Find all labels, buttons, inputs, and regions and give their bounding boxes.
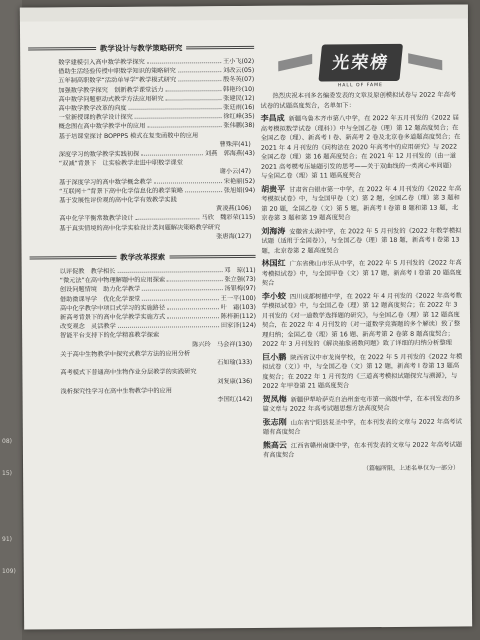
- wing-right-icon: [408, 53, 442, 70]
- toc-list-1c: [29, 177, 255, 206]
- toc-entry-title: 高中化学平衡常数教学设计: [59, 215, 134, 223]
- wing-left-icon: [278, 54, 312, 71]
- toc-list-1b: [29, 149, 255, 169]
- toc-author: 黄凌燕(106): [216, 205, 252, 213]
- toc-entry-title: 借助生活经验传授中职数学知识的策略研究: [58, 67, 176, 76]
- toc-entry-author: 殷冬英(07): [223, 76, 255, 84]
- hall-of-fame-title: [318, 43, 403, 81]
- toc-entry-author: 邓 琼(11): [224, 266, 256, 275]
- toc-entry-title: 基于真实情境的高中化学实验设计类问题解决策略教学研究: [59, 223, 221, 232]
- intro-paragraph: 热烈庆祝本刊多名编委发表的文章及原创模拟试卷与 2022 年高考试卷的试题高度契合，名单如下：: [260, 91, 457, 110]
- hof-title-text: 光荣榜: [330, 52, 390, 73]
- toc-list-2a: [30, 266, 257, 341]
- toc-author: 陈兴玲 马会祥(130): [192, 340, 253, 349]
- section-heading-reform: [30, 251, 256, 264]
- heading-rule: [28, 47, 96, 50]
- honoree-description: 甘肃省白银市第一中学，在 2022 年 4 月刊发的《2022 年高考模拟试卷》中，与全国甲卷（文）第 2 题，全国乙卷（理）第 3 题和第 20 题，全国乙卷（文）第 5 题，新高考 I 卷第 8 题和第 13 题，北京卷第 3 题和第 19 题高度契合: [261, 184, 462, 222]
- toc-leader-dots: [154, 182, 222, 183]
- toc-entry-title: 基于培课堂探讨 BOPPPS 模式在复变函数中的应用: [58, 131, 199, 140]
- margin-number: 109): [2, 568, 16, 575]
- toc-entry-title: 数学建模引入高中数学教学探究: [58, 58, 145, 67]
- toc-leader-dots: [178, 71, 221, 72]
- honoree-name: 刘海涛: [261, 226, 286, 236]
- hall-of-fame-banner: [260, 34, 460, 89]
- toc-entry-author: 田家泽(124): [220, 322, 257, 330]
- toc-leader-dots: [136, 219, 200, 220]
- toc-leader-dots: [167, 317, 219, 318]
- honoree-description: 新疆伊犁哈萨克自治州奎屯市第一高级中学，在本刊发表的多篇文章与 2022 年高考试题思想方法高度契合: [262, 395, 461, 413]
- section-heading-teaching-design: [28, 42, 254, 55]
- toc-entry-title: 概念图在高中数学教学中的应用: [58, 123, 146, 131]
- toc-leader-dots: [117, 271, 222, 273]
- honoree-name: 熊高云: [262, 440, 287, 450]
- section-title: 教学改革探索: [120, 252, 166, 262]
- honoree-name: 李昌成: [260, 113, 285, 123]
- toc-entry-title: 关于高中生物教学中探究式教学方法的应用分析: [60, 350, 191, 359]
- toc-entry-title: 高中数学问题驱动式教学方法应用研究: [58, 95, 164, 104]
- toc-entry-title: 高考模式下普通高中生物作业分层教学的实践研究: [60, 368, 197, 377]
- toc-entry-author: 张伟鹏(38): [223, 122, 255, 130]
- toc-entry-title: “微元法”在高中物理解题中的应用探索: [59, 276, 166, 285]
- toc-leader-dots: [178, 81, 221, 82]
- table-of-contents: [28, 36, 258, 624]
- honoree-list: [261, 112, 463, 460]
- honoree-entry: [261, 183, 461, 223]
- toc-entry-title: “双减”背景下 让实验教学走进中职数学课堂: [58, 159, 183, 168]
- toc-leader-dots: [167, 280, 222, 281]
- toc-entry-author: 韩艳玲(10): [223, 85, 255, 93]
- toc-leader-dots: [129, 108, 222, 110]
- toc-author: 谢小云(47): [219, 168, 252, 176]
- toc-entry-author: 张旭娟(94): [223, 186, 256, 194]
- toc-entry-title: 以评促教 教学相长: [59, 267, 116, 276]
- binding-shadow: [0, 0, 22, 640]
- heading-rule: [169, 255, 256, 259]
- toc-entry-author: 刘燕 郭海燕(43): [205, 149, 255, 158]
- toc-entry-author: 张廷雨(16): [223, 103, 255, 112]
- honoree-description: 陕西省汉中市龙岗学校，在 2022 年 5 月刊发的《2022 年模拟试卷（文）》中，与全国乙卷（文）第 12 题，新高考 I 卷第 13 题高度契合；在 2022 年 1 月刊发的《三道高考模拟试题探究与溯源》，与 2022 年甲卷第 21 题高度契合: [262, 352, 463, 390]
- honoree-name: 张志刚: [262, 417, 287, 427]
- honoree-name: 巨小鹏: [262, 352, 287, 362]
- margin-number: 91): [2, 536, 12, 543]
- toc-entry-title: 一堂新授课的教学设计探究: [58, 114, 133, 122]
- toc-list-1d: [29, 213, 255, 233]
- toc-entry-title: 改变观念 灵活教学: [60, 323, 116, 331]
- toc-entry-title: 高中化学教学中项目式学习的实施路径: [59, 304, 166, 313]
- toc-leader-dots: [118, 326, 219, 328]
- toc-entry-author: 马欣 魏彩荣(115): [201, 214, 256, 222]
- toc-entry-author: 张建民(12): [223, 94, 255, 102]
- honoree-description: 江西省赣州南康中学，在本刊发表的文章与 2022 年高考试题有高度契合: [262, 440, 463, 459]
- margin-number: 15): [2, 470, 12, 477]
- toc-entry-author: 张立强(73): [224, 276, 256, 284]
- section-title: 教学设计与教学策略研究: [99, 43, 183, 54]
- toc-entry-title: 基于深度学习的高中数学概念教学: [59, 178, 152, 186]
- heading-rule: [30, 256, 117, 260]
- honoree-entry: [261, 225, 461, 256]
- top-strip: [20, 4, 468, 21]
- honoree-name: 李小蛟: [261, 291, 286, 301]
- margin-number: 08): [2, 438, 12, 445]
- toc-entry-author: 宋艳丽(52): [223, 177, 256, 185]
- honoree-description: 山东省宁阳县复圣中学，在本刊发表的文章与 2022 年高考试题有高度契合: [262, 417, 462, 436]
- honoree-entry: [262, 290, 462, 349]
- hall-of-fame: [260, 34, 464, 621]
- toc-entry-title: “互联网＋”背景下高中化学信息化的教学策略: [59, 187, 184, 196]
- toc-leader-dots: [147, 127, 221, 129]
- honoree-entry: [262, 351, 462, 391]
- toc-leader-dots: [135, 117, 221, 119]
- toc-list-1a: [28, 57, 255, 141]
- toc-leader-dots: [185, 191, 222, 192]
- honoree-description: 新疆乌鲁木齐市第八中学，在 2022 年五月刊发的《2022 届高考模拟数学试卷（理科）》中与全国乙卷（理）第 12 题高度契合；在全国乙卷（理）、新高考 I 卷、新高考 2 卷及北京卷多道题高度契合；在 2021 年 4 月刊发的《问构法在 2020 年高考中的应用研究》与 2022 全国乙卷（理）第 16 题高度契合；在 2021 年 12 月刊发的（由一道 2021 高考模考压轴题引发的思考——关于双曲线的一类离心率问题）与全国乙卷（理）第 11 题高度契合: [260, 114, 461, 180]
- toc-entry-title: 浅析探究性学习在高中生物教学中的应用: [60, 387, 172, 395]
- toc-entry-author: 汤银梅(97): [224, 285, 256, 293]
- toc-leader-dots: [141, 154, 203, 155]
- honoree-entry: [263, 439, 463, 460]
- toc-entry-author: 叶 霜(103): [220, 303, 256, 312]
- toc-entry-title: 智能平台支持下的化学精准教学探索: [60, 332, 160, 340]
- toc-author: 石如瑜(133): [217, 359, 253, 367]
- honoree-entry: [263, 393, 463, 414]
- toc-author: 张唐海(127): [216, 232, 252, 241]
- toc-leader-dots: [142, 290, 222, 292]
- toc-entry-author: 王一平(100): [220, 294, 256, 302]
- toc-entry-title: 五年制高职数学“活动单导学”教学模式研究: [58, 76, 177, 85]
- honoree-entry: [261, 112, 461, 181]
- honoree-entry: [262, 257, 462, 288]
- toc-entry-title: 基于发展性评价观的高中化学有效教学实践: [59, 196, 177, 205]
- honoree-description: 四川成都树德中学，在 2022 年 4 月刊发的《2022 年高考数学模拟试卷》中，与全国乙卷（理）第 12 题高度契合；在 2022 年 3 月刊发的《对一道数学选择题的研究》，与全国乙卷（理）第 12 题高度契合，在 2022 年 4 月刊发的（对一道数学竞赛题的多个解读）致了整理归纳；全国乙卷（理）第 16 题、新高考第 2 卷第 8 题高度契合；2022 年 3 月刊发的《解决抽象函数问题》致了详细的归纳分析整理: [261, 291, 462, 348]
- honoree-name: 贺凤梅: [262, 394, 287, 404]
- toc-leader-dots: [142, 299, 218, 301]
- journal-page: [20, 4, 472, 629]
- toc-author: 曹殊萍(41): [219, 140, 251, 149]
- toc-entry-author: 徐红峰(35): [223, 113, 255, 121]
- toc-leader-dots: [167, 308, 219, 309]
- honoree-entry: [263, 416, 463, 437]
- toc-entry-author: 刘改云(05): [222, 67, 255, 75]
- toc-leader-dots: [166, 90, 222, 91]
- toc-leader-dots: [166, 99, 222, 100]
- toc-entry-author: 王小飞(02): [222, 57, 255, 66]
- honoree-name: 胡贵平: [261, 184, 286, 194]
- toc-entry-title: 高中数学教学改革的向度: [58, 104, 127, 113]
- toc-entry-title: 新高考背景下的高中化学教学实施方式: [59, 313, 166, 322]
- toc-entry-title: 借助微课导学 优化化学课堂: [59, 295, 141, 303]
- honoree-description: 安徽省太湖中学，在 2022 年 5 月刊发的《2022 年数学模拟试题（适用于全国卷）》，与全国乙卷（理）第 18 题，新高考 I 卷第 13 题，北京卷第 2 题高度契合: [261, 226, 462, 255]
- toc-author: 李国红(142): [217, 395, 253, 404]
- toc-entry-title: 创设问题情境 助力化学教学: [59, 286, 141, 294]
- honoree-name: 林国红: [261, 258, 286, 268]
- toc-entry-title: 加强数学教学探究 创新教学课堂活力: [58, 86, 164, 94]
- toc-author: 刘复康(136): [217, 377, 253, 385]
- honoree-description: 广东省佛山市乐从中学，在 2022 年 5 月刊发的《2022 年高考模拟试卷》中，与全国甲卷（文）第 17 题，新高考 I 卷第 20 题高度契合: [261, 259, 462, 287]
- footnote: （篇幅所限，上述名单仅为一部分）: [363, 464, 460, 472]
- toc-entry-author: 陈梓新(112): [220, 313, 257, 321]
- hall-of-fame-subtitle: HALL OF FAME: [337, 83, 383, 89]
- heading-rule: [186, 46, 254, 49]
- toc-entry-title: 深度学习的数学教学实践初探: [58, 150, 140, 159]
- toc-leader-dots: [147, 62, 221, 64]
